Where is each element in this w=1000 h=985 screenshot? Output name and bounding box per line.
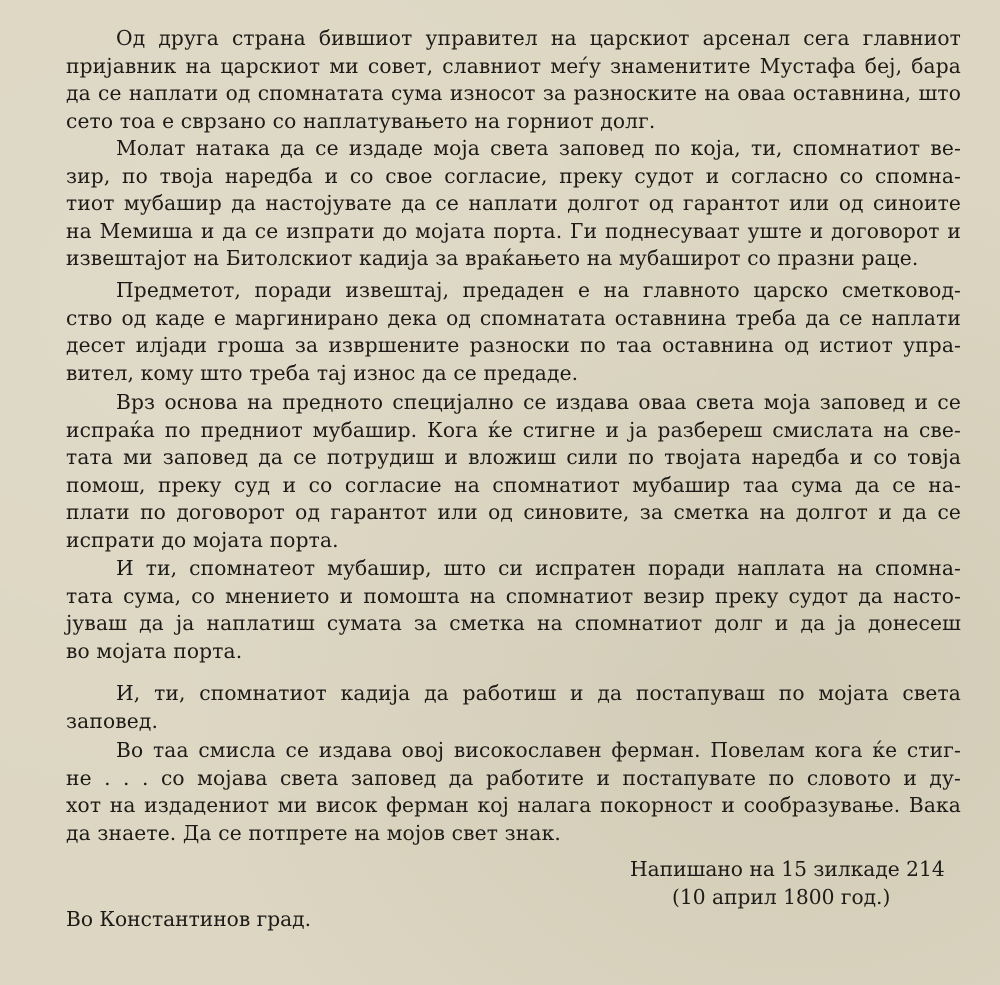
text-line: извештајот на Битолскиот кадија за враќањето на мубаширот со празни раце. [66,246,919,271]
text-line: Врз основа на предното специјално се издава оваа света моја заповед и се [116,390,961,414]
text-line: сето тоа е сврзано со наплатувањето на горниот долг. [66,108,656,133]
text-line: десет илјади гроша за извршените разноски по таа оставнина од истиот упра- [66,333,961,358]
paragraph [66,389,961,555]
text-line: јуваш да ја наплатиш сумата за сметка на спомнатиот долг и да ја донесеш [66,611,961,636]
text-line: испраќа по предниот мубашир. Кога ќе стигне и ја разбереш смислата на све- [66,417,961,442]
text-line: Од друга страна бившиот управител на царскиот арсенал сега главниот [116,26,961,50]
paragraph [66,135,961,273]
paragraph [66,25,961,135]
text-line: не . . . со мојава света заповед да работите и постапувате по словото и ду- [66,765,961,790]
paragraph [66,277,961,387]
text-line: тата сума, со мнението и помошта на спомнатиот везир преку судот да насто- [66,583,961,608]
text-line: тата ми заповед да се потрудиш и вложиш сили по твојата наредба и со товја [66,445,961,470]
place-of-issue: Во Константинов град. [66,907,312,931]
date-hijri: Напишано на 15 зилкаде 214 [630,857,945,881]
text-line: хот на издадениот ми висок ферман кој налага покорност и сообразување. Вака [66,793,961,818]
paragraph [66,737,961,847]
text-line: на Мемиша и да се изпрати до мојата порта. Ги поднесуваат уште и договорот и [66,218,961,243]
text-line: И, ти, спомнатиот кадија да работиш и да постапуваш по мојата света [116,681,961,705]
text-line: испрати до мојата порта. [66,527,339,552]
text-line: Молат натака да се издаде моја света заповед по која, ти, спомнатиот ве- [116,136,961,160]
text-line: ство од каде е маргинирано дека од спомнатата оставнина треба да се наплати [66,305,961,330]
text-line: помош, преку суд и со согласие на спомнатиот мубашир таа сума да се на- [66,472,961,497]
paragraph [66,555,961,665]
text-line: И ти, спомнатеот мубашир, што си испратен поради наплата на спомна- [116,556,961,580]
text-line: тиот мубашир да настојувате да се наплати долгот од гарантот или од синоите [66,191,961,216]
text-line: да знаете. Да се потпрете на мојов свет знак. [66,820,561,845]
text-line: вител, кому што треба тај износ да се предаде. [66,360,579,385]
text-line: зир, по твоја наредба и со свое согласие, преку судот и согласно со спомна- [66,163,961,188]
text-line: плати по договорот од гарантот или од синовите, за сметка на долгот и да се [66,500,961,525]
text-line: да се наплати од спомнатата сума износот за разноските на оваа оставнина, што [66,81,961,106]
text-line: Предметот, поради извештај, предаден е на главното царско сметковод- [116,278,961,302]
date-block [630,855,945,911]
paragraph [66,680,961,735]
text-line: заповед. [66,708,159,733]
date-gregorian: (10 април 1800 год.) [672,885,891,909]
text-line: во мојата порта. [66,638,243,663]
text-line: Во таа смисла се издава овој високославен ферман. Повелам кога ќе стиг- [116,738,961,762]
text-line: пријавник на царскиот ми совет, славниот меѓу знаменитите Мустафа беј, бара [66,53,961,78]
